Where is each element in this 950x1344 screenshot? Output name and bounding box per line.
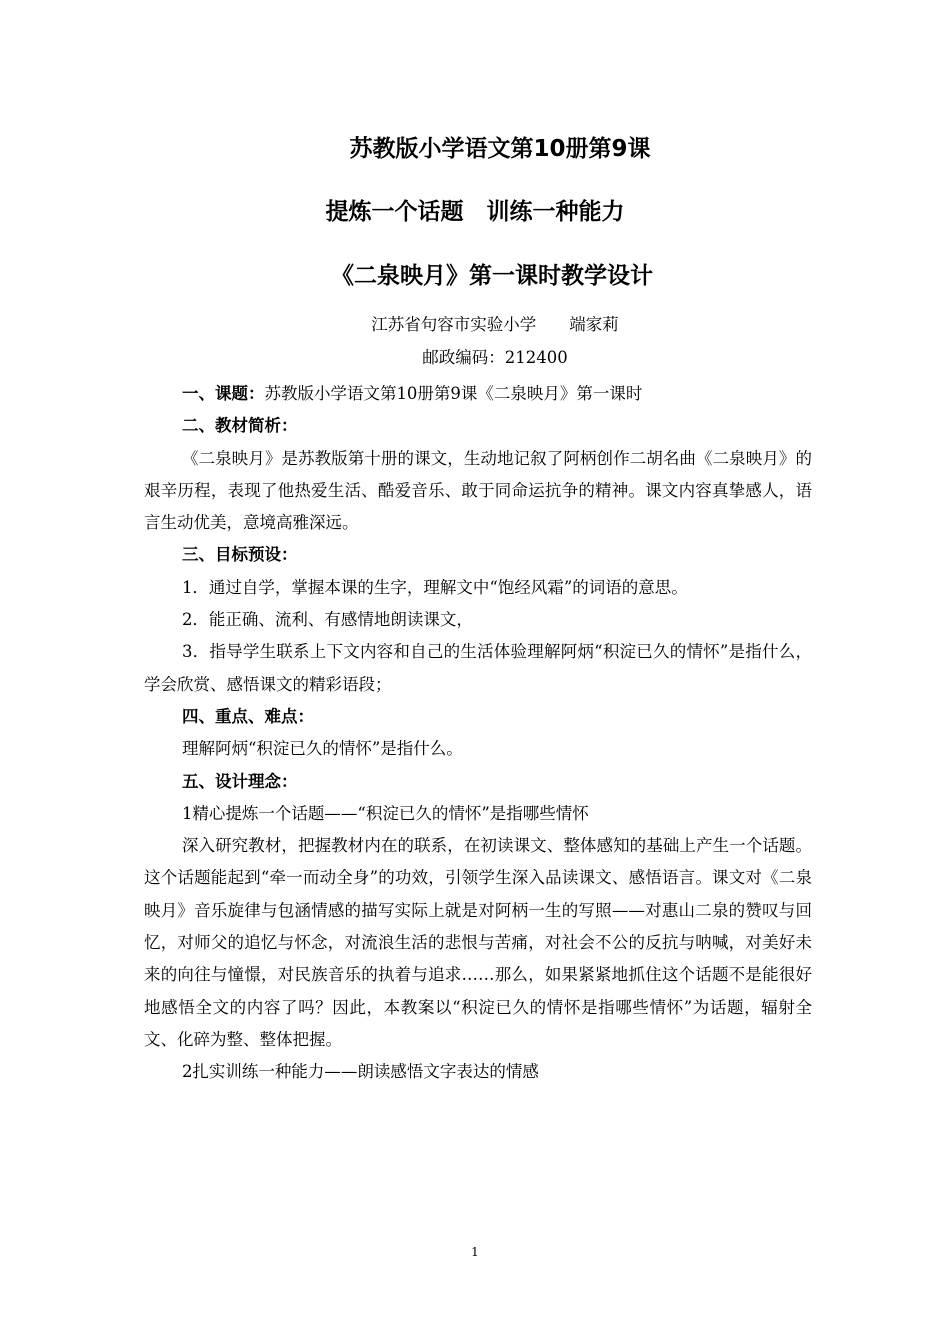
section-concept-heading-text: 五、设计理念： bbox=[181, 771, 298, 791]
section-keypoints-heading bbox=[144, 701, 812, 733]
postal-code-line: 邮政编码：212400 bbox=[422, 348, 568, 367]
section-material-heading bbox=[144, 410, 812, 442]
section-keypoints-text: 理解阿炳“积淀已久的情怀”是指什么。 bbox=[181, 739, 463, 759]
section-topic-heading: 一、课题： bbox=[181, 384, 265, 403]
concept-paragraph-1: 深入研究教材，把握教材内在的联系，在初读课文、整体感知的基础上产生一个话题。这个话题能起到“牵一而动全身”的功效，引领学生深入品读课文、感悟语言。课文对《二泉映月》音乐旋律与包涵情感的描写实际上就是对阿柄一生的写照——对惠山二泉的赞叹与回忆，对师父的追忆与怀念，对流浪生活的悲恨与苦痛，对社会不公的反抗与呐喊，对美好未来的向往与憧憬，对民族音乐的执着与追求……那么，如果紧紧地抓住这个话题不是能很好地感悟全文的内容了吗？因此，本教案以“积淀已久的情怀是指哪些情怀”为话题，辐射全文、化碎为整、整体把握。 bbox=[144, 836, 812, 1049]
author-line: 江苏省句容市实验小学 端家莉 bbox=[371, 315, 619, 334]
concept-subheading-1: 1精心提炼一个话题——“积淀已久的情怀”是指哪些情怀 bbox=[181, 803, 589, 823]
section-goals-heading-text: 三、目标预设： bbox=[181, 545, 298, 565]
goal-item-3: 3．指导学生联系上下文内容和自己的生活体验理解阿炳“积淀已久的情怀”是指什么，学会欣赏、感悟课文的精彩语段； bbox=[144, 642, 812, 694]
section-topic bbox=[144, 378, 812, 410]
section-concept-heading bbox=[144, 766, 812, 798]
page-number: 1 bbox=[471, 1245, 479, 1259]
document-body bbox=[144, 378, 812, 1089]
section-material-heading-text: 二、教材简析： bbox=[181, 416, 298, 436]
title-course: 苏教版小学语文第10册第9课 bbox=[349, 136, 651, 162]
section-goals-heading bbox=[144, 539, 812, 571]
section-keypoints-heading-text: 四、重点、难点： bbox=[181, 706, 314, 726]
title-theme: 提炼一个话题 训练一种能力 bbox=[325, 199, 625, 225]
concept-subheading-2: 2扎实训练一种能力——朗读感悟文字表达的情感 bbox=[181, 1062, 539, 1082]
section-topic-text: 苏教版小学语文第10册第9课《二泉映月》第一课时 bbox=[264, 384, 643, 403]
section-material-paragraph: 《二泉映月》是苏教版第十册的课文，生动地记叙了阿柄创作二胡名曲《二泉映月》的艰辛历程，表现了他热爱生活、酷爱音乐、敢于同命运抗争的精神。课文内容真挚感人，语言生动优美，意境高雅深远。 bbox=[144, 448, 812, 533]
goal-item-2: 2．能正确、流利、有感情地朗读课文， bbox=[181, 610, 473, 630]
title-lesson-design: 《二泉映月》第一课时教学设计 bbox=[331, 263, 653, 289]
goal-item-1: 1．通过自学，掌握本课的生字，理解文中“饱经风霜”的词语的意思。 bbox=[181, 577, 688, 597]
